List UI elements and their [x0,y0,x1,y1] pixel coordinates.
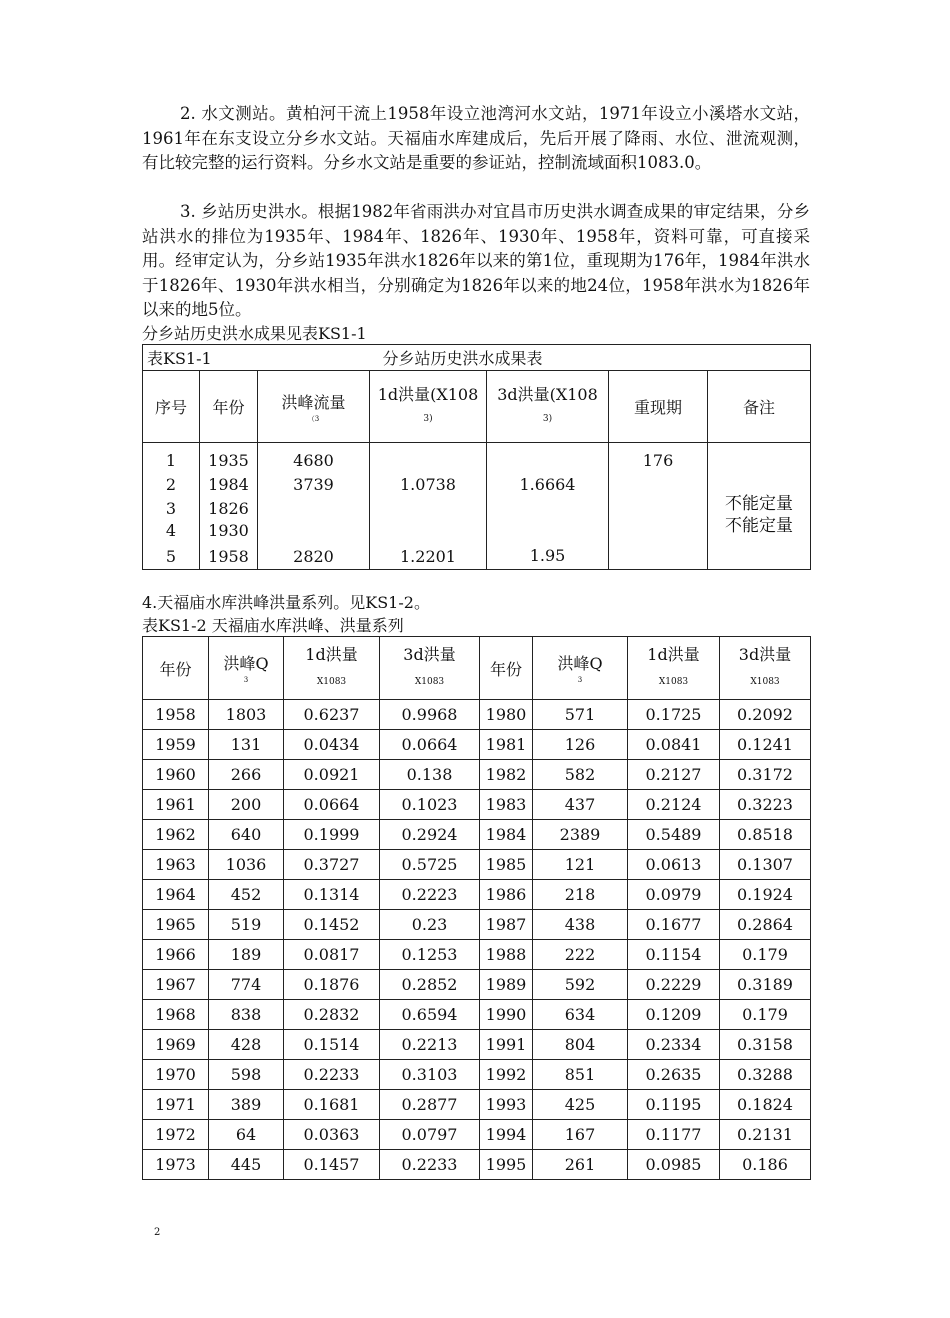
table-cell: 0.2124 [628,790,720,820]
table1-header-no: 序号 [143,371,200,443]
table2-header-year-2: 年份 [480,637,533,700]
table-cell: 1980 [480,700,533,730]
table-cell: 126 [533,730,628,760]
table-cell: 0.1195 [628,1090,720,1120]
table-row [143,820,811,850]
table-cell: 0.8518 [720,820,811,850]
table-cell: 1988 [480,940,533,970]
table-cell: 634 [533,1000,628,1030]
table1-col-period [609,443,708,570]
table-cell: 1984 [480,820,533,850]
flood-series-table [142,636,811,1180]
table-cell: 1930 [208,521,249,540]
table2-header-3d-label-2: 3d洪量 [738,644,792,664]
paragraph-hydrology-stations: 2. 水文测站。黄柏河干流上1958年设立池湾河水文站，1971年设立小溪塔水文站，1961年在东支设立分乡水文站。天福庙水库建成后，先后开展了降雨、水位、泄流观测，有比较完整的运行资料。分乡水文站是重要的参证站，控制流域面积1083.0。 [142,104,810,172]
table-cell: 261 [533,1150,628,1180]
table-cell: 0.6237 [284,700,380,730]
table-cell: 640 [209,820,284,850]
table-row [143,730,811,760]
table1-header-peak-label: 洪峰流量 [281,392,346,412]
table2-header-year: 年份 [143,637,209,700]
table-cell: 1965 [143,910,209,940]
table-cell: 0.2233 [380,1150,480,1180]
table-cell: 1992 [480,1060,533,1090]
table2-header-3d [380,637,480,700]
table1-col-3d [487,443,609,570]
table1-title-row [143,345,811,371]
table-cell: 1993 [480,1090,533,1120]
table-cell: 804 [533,1030,628,1060]
table-cell: 0.3103 [380,1060,480,1090]
table-cell: 0.2127 [628,760,720,790]
table-cell: 4 [165,521,177,540]
table-cell: 598 [209,1060,284,1090]
table-cell: 838 [209,1000,284,1030]
table-cell: 851 [533,1060,628,1090]
table-cell: 0.3223 [720,790,811,820]
table-cell: 1803 [209,700,284,730]
table-cell: 0.2213 [380,1030,480,1060]
table-cell: 428 [209,1030,284,1060]
table-cell: 2820 [293,547,334,566]
page-number: 2 [154,1227,161,1238]
table-cell: 0.2131 [720,1120,811,1150]
table-cell: 0.0434 [284,730,380,760]
table1-header-year: 年份 [200,371,258,443]
table-row [143,970,811,1000]
table1-header-period: 重现期 [609,371,708,443]
table1-col-remark [708,443,811,570]
table-cell: 519 [209,910,284,940]
table1-title: 分乡站历史洪水成果表 [382,349,543,368]
table1-header-peak [258,371,370,443]
table-cell: 0.2852 [380,970,480,1000]
table-cell: 2389 [533,820,628,850]
table-cell: 0.9968 [380,700,480,730]
table-cell: 1 [165,451,177,470]
table-cell: 0.6594 [380,1000,480,1030]
table-row [143,790,811,820]
table-cell: 0.0664 [284,790,380,820]
table2-header-1d-unit-2: X1083 [658,676,689,687]
table2-header-peak-2 [533,637,628,700]
table2-header-1d-label-2: 1d洪量 [647,644,700,664]
table-cell: 0.1154 [628,940,720,970]
table-cell: 1036 [209,850,284,880]
table-cell: 1962 [143,820,209,850]
table-cell: 0.1677 [628,910,720,940]
table-cell: 0.0921 [284,760,380,790]
table-cell: 0.3727 [284,850,380,880]
table-cell: 189 [209,940,284,970]
table-cell: 0.1253 [380,940,480,970]
table2-header-peak [209,637,284,700]
table1-header-3d-unit: 3) [542,413,553,424]
table-cell: 0.1307 [720,850,811,880]
table-cell: 1.95 [529,546,566,565]
table-cell: 0.2924 [380,820,480,850]
table-cell: 0.138 [380,760,480,790]
table1-header-1d-label: 1d洪量(X108 [377,384,479,404]
table-cell: 1968 [143,1000,209,1030]
table-cell: 1935 [208,451,249,470]
table-cell: 0.3172 [720,760,811,790]
table-row [143,1090,811,1120]
table-cell: 1.2201 [400,547,456,566]
table-row [143,1150,811,1180]
table-cell: 218 [533,880,628,910]
table1-header-1d [370,371,487,443]
table-cell: 0.2334 [628,1030,720,1060]
table-cell: 1971 [143,1090,209,1120]
table-cell: 1959 [143,730,209,760]
table-cell: 1960 [143,760,209,790]
table-cell: 1987 [480,910,533,940]
table-row [143,940,811,970]
table-cell: 0.1452 [284,910,380,940]
table-cell: 0.0797 [380,1120,480,1150]
table-cell: 592 [533,970,628,1000]
table-cell: 0.186 [720,1150,811,1180]
table-cell: 425 [533,1090,628,1120]
table-cell: 0.2233 [284,1060,380,1090]
table-cell: 1984 [208,475,249,494]
table-cell: 0.0979 [628,880,720,910]
table-row [143,1060,811,1090]
table-cell: 0.1209 [628,1000,720,1030]
historical-flood-table [142,344,811,570]
table-cell: 0.2223 [380,880,480,910]
table-cell: 571 [533,700,628,730]
table-cell: 0.0841 [628,730,720,760]
table-cell: 5 [165,547,177,566]
table2-header-peak-unit: 3 [243,676,249,684]
table-cell: 1995 [480,1150,533,1180]
table-row [143,850,811,880]
table-cell: 0.2877 [380,1090,480,1120]
table-cell: 1967 [143,970,209,1000]
table-cell: 0.2832 [284,1000,380,1030]
table-cell: 1989 [480,970,533,1000]
table-cell: 1.0738 [400,475,456,494]
table1-col-1d [370,443,487,570]
table-cell: 0.1514 [284,1030,380,1060]
table-cell: 3 [165,499,177,518]
table-cell: 3739 [293,475,334,494]
table1-caption: 分乡站历史洪水成果见表KS1-1 [142,324,367,343]
table-cell: 0.1457 [284,1150,380,1180]
table-cell: 0.2229 [628,970,720,1000]
table-cell: 不能定量 [725,516,793,536]
table-cell: 0.0363 [284,1120,380,1150]
table-cell: 167 [533,1120,628,1150]
table-cell: 0.1999 [284,820,380,850]
table-cell: 0.3158 [720,1030,811,1060]
table-cell: 64 [209,1120,284,1150]
table-cell: 1986 [480,880,533,910]
table-cell: 1961 [143,790,209,820]
table-cell: 266 [209,760,284,790]
table-cell: 0.1241 [720,730,811,760]
table1-label: 表KS1-1 [147,349,212,368]
table-cell: 0.5725 [380,850,480,880]
table-row [143,760,811,790]
table2-header-3d-unit: X1083 [414,676,445,687]
table-cell: 1983 [480,790,533,820]
table-cell: 1964 [143,880,209,910]
table-cell: 1958 [208,547,249,566]
table2-header-1d-unit: X1083 [316,676,347,687]
table-cell: 4680 [293,451,334,470]
table2-caption: 表KS1-2 天福庙水库洪峰、洪量系列 [142,616,404,635]
table2-body [143,700,811,1180]
table-cell: 437 [533,790,628,820]
table-cell: 131 [209,730,284,760]
table-cell: 582 [533,760,628,790]
table-cell: 2 [165,475,177,494]
table-cell: 不能定量 [725,494,793,514]
table1-header-remark: 备注 [708,371,811,443]
table-cell: 222 [533,940,628,970]
table-row [143,880,811,910]
table-cell: 121 [533,850,628,880]
paragraph-historical-floods: 3. 乡站历史洪水。根据1982年省雨洪办对宜昌市历史洪水调查成果的审定结果，分乡站洪水的排位为1935年、1984年、1826年、1930年、1958年，资料可靠，可直接采用。经审定认为，分乡站1935年洪水1826年以来的第1位，重现期为176年，1984年洪水于1826年、1930年洪水相当，分别确定为1826年以来的地24位，1958年洪水为1826年以来的地5位。 [142,202,810,319]
table2-header-1d-2 [628,637,720,700]
table2-header-3d-label: 3d洪量 [403,644,456,664]
table-cell: 0.179 [720,1000,811,1030]
table-cell: 0.0613 [628,850,720,880]
table-cell: 0.1876 [284,970,380,1000]
table2-header-peak-unit-2: 3 [577,676,583,684]
table-cell: 1963 [143,850,209,880]
table1-header-3d-label: 3d洪量(X108 [497,384,598,404]
table-cell: 1994 [480,1120,533,1150]
table-cell: 1981 [480,730,533,760]
table1-header-3d [487,371,609,443]
table-cell: 1990 [480,1000,533,1030]
table-cell: 0.1924 [720,880,811,910]
table-cell: 389 [209,1090,284,1120]
table-cell: 0.1314 [284,880,380,910]
table-cell: 0.0985 [628,1150,720,1180]
table-cell: 1826 [208,499,249,518]
table-cell: 0.1725 [628,700,720,730]
table2-header-peak-label-2: 洪峰Q [557,654,603,673]
table-cell: 0.0664 [380,730,480,760]
table-cell: 445 [209,1150,284,1180]
table-cell: 0.1023 [380,790,480,820]
table-row [143,1030,811,1060]
table-row [143,700,811,730]
table-cell: 1973 [143,1150,209,1180]
table-cell: 0.1681 [284,1090,380,1120]
table-row [143,910,811,940]
table-cell: 1958 [143,700,209,730]
table-cell: 1970 [143,1060,209,1090]
table-cell: 1966 [143,940,209,970]
table-cell: 0.3288 [720,1060,811,1090]
table-cell: 0.179 [720,940,811,970]
table-cell: 200 [209,790,284,820]
table2-header-3d-unit-2: X1083 [750,676,780,687]
table-cell: 1991 [480,1030,533,1060]
table-cell: 0.1824 [720,1090,811,1120]
table-cell: 1972 [143,1120,209,1150]
table-cell: 1982 [480,760,533,790]
table2-header-3d-2 [720,637,811,700]
table1-col-peak [258,443,370,570]
table-cell: 0.2635 [628,1060,720,1090]
table-cell: 0.5489 [628,820,720,850]
table-row [143,1000,811,1030]
table-cell: 0.1177 [628,1120,720,1150]
table-cell: 0.2864 [720,910,811,940]
table-cell: 0.0817 [284,940,380,970]
table2-header-1d-label: 1d洪量 [305,644,358,664]
table-cell: 0.2092 [720,700,811,730]
table-cell: 1.6664 [519,475,576,494]
table1-col-year [200,443,258,570]
table1-header-1d-unit: 3) [423,413,433,424]
table-cell: 0.23 [380,910,480,940]
section4-intro: 4.天福庙水库洪峰洪量系列。见KS1-2。 [142,593,430,612]
table-row [143,1120,811,1150]
table-cell: 1969 [143,1030,209,1060]
table-cell: 452 [209,880,284,910]
table-cell: 0.3189 [720,970,811,1000]
table-cell: 176 [642,451,674,470]
table2-header-peak-label: 洪峰Q [223,654,269,673]
table-cell: 1985 [480,850,533,880]
table1-col-no [143,443,200,570]
table-cell: 438 [533,910,628,940]
table1-header-peak-unit: （3 [307,414,320,423]
table2-header-1d [284,637,380,700]
table-cell: 774 [209,970,284,1000]
